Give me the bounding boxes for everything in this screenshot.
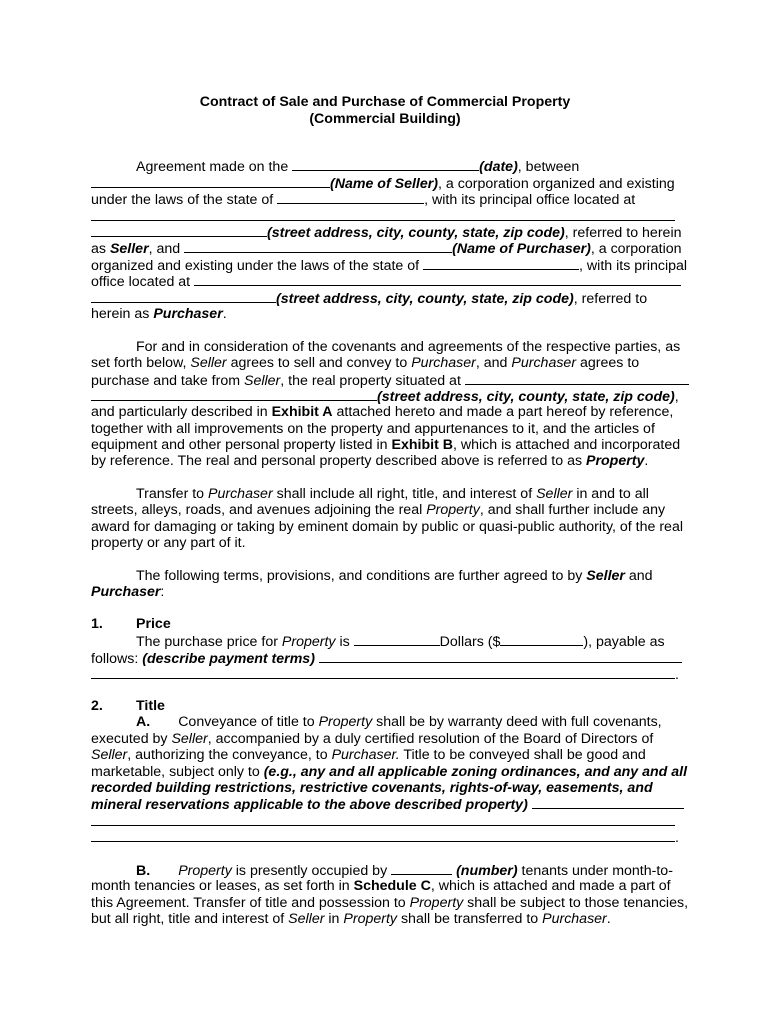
purchaser-state-blank[interactable] bbox=[423, 257, 579, 270]
title-a-line-1 bbox=[136, 714, 662, 730]
consideration-line-8 bbox=[91, 453, 648, 469]
agreement-line-2 bbox=[91, 175, 675, 192]
text-span: agrees to sell and convey to bbox=[226, 355, 412, 371]
text-span: Purchaser bbox=[208, 486, 273, 502]
text-span: shall include all right, title, and interest of bbox=[272, 486, 537, 502]
text-span: (e.g., any and all applicable zoning ordinances, and any and all bbox=[263, 764, 688, 780]
tenant-count-blank[interactable] bbox=[391, 862, 452, 875]
seller-state-blank[interactable] bbox=[277, 191, 424, 204]
text-span: but all right, title and interest of bbox=[91, 911, 289, 927]
text-span: , a corporation bbox=[590, 241, 682, 257]
text-span: Seller bbox=[109, 241, 149, 257]
text-span: (number) bbox=[456, 863, 518, 879]
seller-address-blank[interactable] bbox=[91, 208, 675, 221]
text-span: , a corporation organized and existing bbox=[438, 176, 675, 192]
transfer-line-4: property or any part of it. bbox=[91, 535, 246, 551]
text-span: under the laws of the state of bbox=[91, 192, 278, 208]
title-a-line-3 bbox=[91, 747, 646, 763]
document-title: Contract of Sale and Purchase of Commercial Property bbox=[199, 94, 571, 110]
text-span: Schedule C bbox=[353, 878, 431, 894]
text-span: (Name of Purchaser) bbox=[452, 241, 591, 257]
section-1-heading: Price bbox=[136, 616, 171, 632]
payment-terms-blank[interactable] bbox=[319, 650, 682, 663]
text-span: (describe payment terms) bbox=[142, 651, 315, 667]
text-span: , authorizing the conveyance, to bbox=[127, 747, 332, 763]
agreement-line-7 bbox=[91, 257, 687, 274]
text-span: , between bbox=[517, 159, 580, 175]
text-span: The following terms, provisions, and conditions are further agreed to by bbox=[136, 568, 587, 584]
text-span: Transfer to bbox=[136, 486, 209, 502]
transfer-line-3: award for damaging or taking by eminent domain by public or quasi-public authority, of the real bbox=[91, 519, 683, 535]
section-2-number: 2. bbox=[91, 698, 103, 714]
text-span: executed by bbox=[91, 731, 172, 747]
text-span: Dollars ($ bbox=[439, 634, 501, 650]
text-span: purchase and take from bbox=[91, 373, 244, 389]
text-span: . bbox=[222, 306, 227, 322]
text-span: Purchaser. bbox=[331, 747, 400, 763]
text-span: , referred to bbox=[573, 291, 648, 307]
seller-name-blank[interactable] bbox=[91, 175, 330, 188]
title-b-line-4 bbox=[91, 911, 611, 927]
text-span: . bbox=[606, 911, 611, 927]
title-b-line-3 bbox=[91, 895, 688, 911]
text-span: Purchaser bbox=[542, 911, 607, 927]
text-span: Purchaser bbox=[91, 584, 161, 600]
transfer-line-1 bbox=[136, 486, 649, 502]
property-location-blank[interactable] bbox=[465, 372, 689, 385]
text-span: this Agreement. Transfer of title and possession to bbox=[91, 895, 410, 911]
text-span: (street address, city, county, state, zip code) bbox=[276, 291, 574, 307]
title-exceptions-blank-3[interactable] bbox=[91, 829, 675, 842]
seller-address-blank-2[interactable] bbox=[91, 224, 267, 237]
text-span: attached hereto and made a part hereof by reference, bbox=[332, 404, 674, 420]
price-line-3 bbox=[91, 666, 679, 683]
text-span: , the real property situated at bbox=[280, 373, 465, 389]
text-span: Property bbox=[343, 911, 398, 927]
purchaser-address-blank-2[interactable] bbox=[91, 290, 276, 303]
terms-line-2 bbox=[91, 584, 164, 600]
payment-terms-blank-2[interactable] bbox=[91, 666, 675, 679]
section-1-number: 1. bbox=[91, 616, 103, 632]
title-a-line-5: recorded building restrictions, restrictive covenants, rights-of-way, easements, and bbox=[91, 780, 653, 796]
text-span: tenants under month-to- bbox=[517, 863, 673, 879]
text-span: Purchaser bbox=[153, 306, 223, 322]
agreement-line-1 bbox=[136, 158, 579, 175]
text-span: and particularly described in bbox=[91, 404, 272, 420]
text-span: Seller bbox=[586, 568, 625, 584]
text-span: Seller bbox=[190, 355, 227, 371]
purchaser-address-blank[interactable] bbox=[194, 273, 681, 286]
text-span: (date) bbox=[479, 159, 518, 175]
text-span: : bbox=[160, 584, 165, 600]
text-span: mineral reservations applicable to the above described property) bbox=[91, 797, 528, 813]
section-2-heading: Title bbox=[136, 698, 165, 714]
title-exceptions-blank-2[interactable] bbox=[91, 813, 675, 826]
text-span: , accompanied by a duly certified resolution of the Board of Directors of bbox=[207, 731, 654, 747]
text-span: in and to all bbox=[572, 486, 649, 502]
title-a-line-2 bbox=[91, 731, 653, 747]
text-span: Property bbox=[281, 634, 336, 650]
text-span: ), payable as bbox=[583, 634, 665, 650]
text-span: , referred to herein bbox=[564, 225, 682, 241]
text-span: (street address, city, county, state, zip code) bbox=[377, 389, 675, 405]
text-span: Exhibit A bbox=[271, 404, 333, 420]
text-span: Property bbox=[178, 863, 232, 879]
text-span: (Name of Seller) bbox=[330, 176, 439, 192]
text-span: , and bbox=[475, 355, 512, 371]
text-span: Property bbox=[409, 895, 464, 911]
purchaser-name-blank[interactable] bbox=[184, 240, 452, 253]
text-span: marketable, subject only to bbox=[91, 764, 264, 780]
consideration-line-6: together with all improvements on the property and appurtenances to it, and the articles of bbox=[91, 421, 655, 437]
text-span: (street address, city, county, state, zip code) bbox=[267, 225, 565, 241]
consideration-line-5 bbox=[91, 404, 673, 420]
text-span: office located at bbox=[91, 274, 195, 290]
text-span: , with its principal bbox=[579, 258, 688, 274]
text-span: set forth below, bbox=[91, 355, 191, 371]
date-blank[interactable] bbox=[292, 158, 479, 171]
text-span: Seller bbox=[536, 486, 573, 502]
text-span: Exhibit B bbox=[391, 437, 453, 453]
text-span: Seller bbox=[91, 747, 128, 763]
price-words-blank[interactable] bbox=[354, 633, 440, 646]
text-span: Agreement made on the bbox=[136, 159, 293, 175]
text-span: , which is attached and made a part of bbox=[430, 878, 671, 894]
consideration-line-4 bbox=[91, 388, 679, 405]
title-exceptions-blank[interactable] bbox=[532, 796, 684, 809]
agreement-line-3 bbox=[91, 191, 635, 208]
agreement-line-6 bbox=[91, 240, 682, 257]
text-span: Seller bbox=[288, 911, 325, 927]
text-span: Purchaser bbox=[411, 355, 476, 371]
text-span: . bbox=[675, 830, 679, 846]
agreement-line-9 bbox=[91, 290, 647, 307]
text-span: by reference. The real and personal property described above is referred to as bbox=[91, 453, 587, 469]
title-a-line-8 bbox=[91, 829, 679, 846]
agreement-line-4 bbox=[91, 208, 675, 225]
price-line-1 bbox=[136, 633, 665, 650]
agreement-line-8 bbox=[91, 273, 681, 290]
title-a-line-4 bbox=[91, 764, 687, 780]
text-span: Title to be conveyed shall be good and bbox=[399, 747, 646, 763]
text-span: Property bbox=[586, 453, 645, 469]
consideration-line-7 bbox=[91, 437, 680, 453]
text-span: The purchase price for bbox=[136, 634, 282, 650]
document-subtitle: (Commercial Building) bbox=[309, 111, 461, 127]
text-span: , and shall further include any bbox=[479, 502, 666, 518]
consideration-line-2 bbox=[91, 355, 639, 371]
text-span: shall be transferred to bbox=[397, 911, 543, 927]
text-span: follows: bbox=[91, 651, 143, 667]
price-line-2 bbox=[91, 650, 682, 667]
title-b-line-2 bbox=[91, 878, 671, 894]
consideration-line-1: For and in consideration of the covenants and agreements of the respective parties, as bbox=[136, 339, 681, 355]
text-span: as bbox=[91, 241, 110, 257]
text-span: is bbox=[335, 634, 354, 650]
subsection-b-label: B. bbox=[136, 863, 151, 879]
text-span: herein as bbox=[91, 306, 154, 322]
text-span: and bbox=[624, 568, 653, 584]
text-span: Seller bbox=[171, 731, 208, 747]
text-span: shall be subject to those tenancies, bbox=[463, 895, 689, 911]
consideration-line-3 bbox=[91, 372, 689, 389]
text-span: shall be by warranty deed with full covenants, bbox=[372, 714, 662, 730]
property-address-blank[interactable] bbox=[91, 388, 377, 401]
terms-line-1 bbox=[136, 568, 653, 584]
text-span: month tenancies or leases, as set forth in bbox=[91, 878, 354, 894]
agreement-line-5 bbox=[91, 224, 681, 241]
text-span: , which is attached and incorporated bbox=[452, 437, 681, 453]
text-span: , with its principal office located at bbox=[424, 192, 636, 208]
text-span: Property bbox=[318, 714, 373, 730]
title-a-line-6 bbox=[91, 796, 684, 813]
text-span: , and bbox=[148, 241, 185, 257]
text-span: Seller bbox=[244, 373, 281, 389]
text-span: equipment and other personal property listed in bbox=[91, 437, 392, 453]
text-span: is presently occupied by bbox=[231, 863, 392, 879]
title-b-line-1 bbox=[136, 862, 673, 879]
agreement-line-10 bbox=[91, 306, 227, 322]
text-span: in bbox=[324, 911, 344, 927]
text-span: agrees to bbox=[576, 355, 640, 371]
text-span: streets, alleys, roads, and avenues adjoining the real bbox=[91, 502, 427, 518]
text-span: . bbox=[675, 667, 679, 683]
title-a-line-7 bbox=[91, 813, 675, 830]
text-span: , bbox=[674, 389, 679, 405]
subsection-a-label: A. bbox=[136, 714, 151, 730]
text-span: Property bbox=[426, 502, 480, 518]
text-span: . bbox=[644, 453, 649, 469]
price-amount-blank[interactable] bbox=[500, 633, 583, 646]
transfer-line-2 bbox=[91, 502, 665, 518]
text-span: Conveyance of title to bbox=[178, 714, 319, 730]
text-span: organized and existing under the laws of the state of bbox=[91, 258, 424, 274]
text-span: Purchaser bbox=[511, 355, 577, 371]
